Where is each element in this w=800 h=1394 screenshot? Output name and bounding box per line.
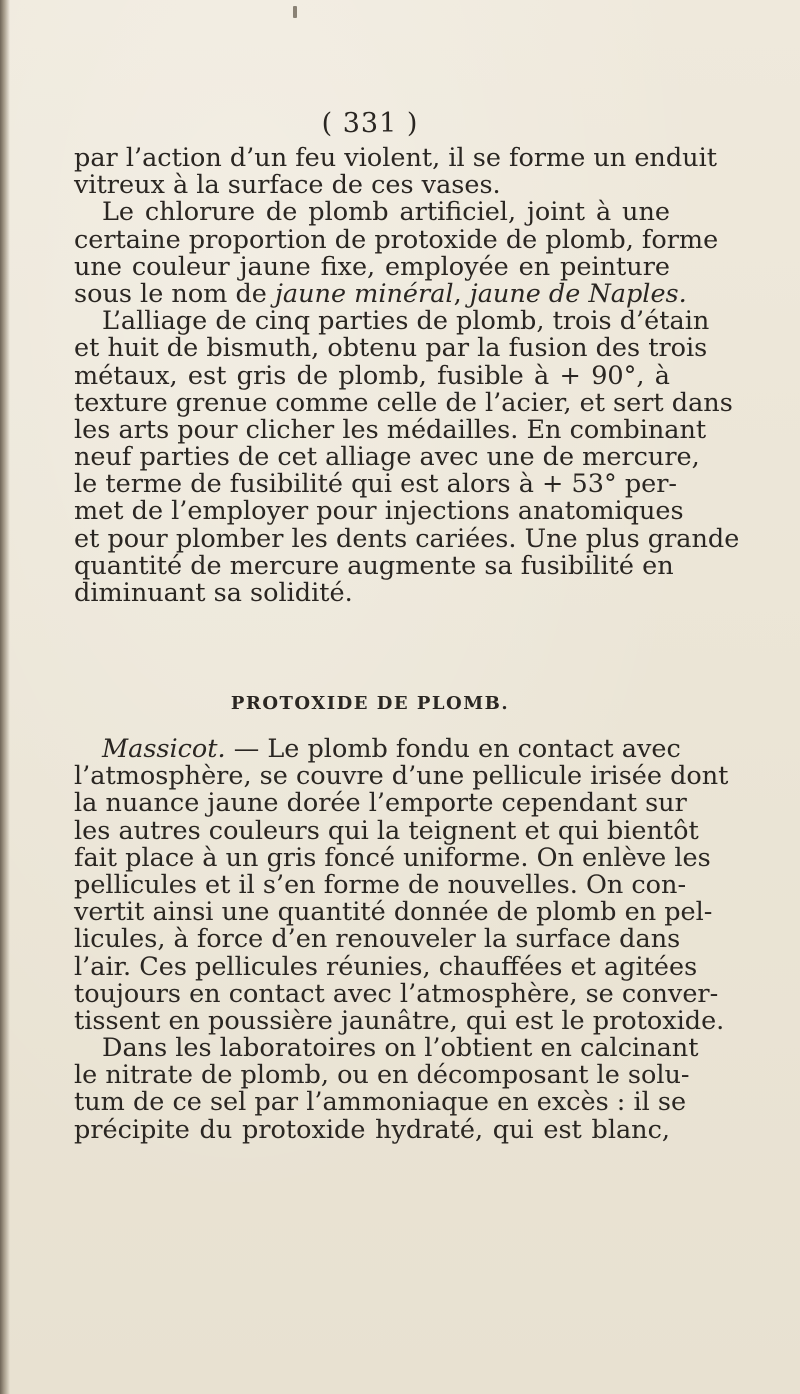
paragraph-3-line: le terme de fusibilité qui est alors à + 53° per- xyxy=(74,469,678,500)
paragraph-4-line: toujours en contact avec l’atmosphère, se conver- xyxy=(74,978,719,1009)
paragraph-4-line: pellicules et il s’en forme de nouvelles. On con- xyxy=(74,869,687,900)
paragraph-4-line: l’air. Ces pellicules réunies, chauffées et agitées xyxy=(74,951,698,982)
paragraph-4-text: — Le plomb fondu en contact avec xyxy=(225,734,681,764)
paragraph-3-line: métaux, est gris de plomb, fusible à + 90°, à xyxy=(74,360,670,391)
paragraph-2-text: sous le nom de xyxy=(74,278,275,309)
paragraph-3-line: neuf parties de cet alliage avec une de mercure, xyxy=(74,442,700,473)
paragraph-3-line: diminuant sa solidité. xyxy=(74,578,353,608)
italic-term-jaune-de-naples: jaune de Naples. xyxy=(469,278,687,309)
paragraph-5-line: Dans les laboratoires on l’obtient en calcinant xyxy=(102,1033,699,1064)
paragraph-3-line: et huit de bismuth, obtenu par la fusion des trois xyxy=(74,333,708,364)
paragraph-4-line: les autres couleurs qui la teignent et qui bientôt xyxy=(74,815,699,846)
text-block-lower xyxy=(74,734,729,1145)
paragraph-4-line: licules, à force d’en renouveler la surface dans xyxy=(74,924,681,955)
paragraph-5-line: le nitrate de plomb, ou en décomposant le solu- xyxy=(74,1060,690,1091)
paragraph-4-first-line xyxy=(74,734,681,764)
paragraph-1-line: par l’action d’un feu violent, il se forme un enduit xyxy=(74,143,718,173)
paragraph-1-line: vitreux à la surface de ces vases. xyxy=(74,170,501,201)
ink-mark xyxy=(293,6,297,18)
paragraph-2-line: une couleur jaune fixe, employée en peinture xyxy=(74,251,670,282)
page-number: ( 331 ) xyxy=(321,108,419,139)
paragraph-4-line: vertit ainsi une quantité donnée de plomb en pel- xyxy=(74,897,713,928)
paragraph-4-line: tissent en poussière jaunâtre, qui est le protoxide. xyxy=(74,1005,725,1036)
italic-term-massicot: Massicot. xyxy=(102,734,226,764)
paragraph-3-line: texture grenue comme celle de l’acier, et sert dans xyxy=(74,387,733,418)
paragraph-4-line: la nuance jaune dorée l’emporte cependant sur xyxy=(74,788,687,819)
paragraph-2-line: certaine proportion de protoxide de plomb, forme xyxy=(74,224,719,255)
separator: , xyxy=(453,278,470,309)
paragraph-5-line: tum de ce sel par l’ammoniaque en excès : il se xyxy=(74,1087,687,1118)
paragraph-2-line: Le chlorure de plomb artificiel, joint à une xyxy=(102,197,670,228)
paragraph-3-line: et pour plomber les dents cariées. Une plus grande xyxy=(74,523,740,554)
paragraph-3-line: quantité de mercure augmente sa fusibilité en xyxy=(74,550,674,581)
paragraph-5-line: précipite du protoxide hydraté, qui est blanc, xyxy=(74,1114,670,1145)
paragraph-2-last-line xyxy=(74,278,687,309)
italic-term-jaune-mineral: jaune minéral xyxy=(275,278,454,309)
section-heading: PROTOXIDE DE PLOMB. xyxy=(230,693,510,714)
paragraph-3-line: L’alliage de cinq parties de plomb, trois d’étain xyxy=(102,306,710,337)
paragraph-3-line: met de l’employer pour injections anatomiques xyxy=(74,496,684,527)
paragraph-3-line: les arts pour clicher les médailles. En combinant xyxy=(74,414,707,445)
paragraph-4-line: fait place à un gris foncé uniforme. On enlève les xyxy=(74,842,711,873)
paragraph-4-line: l’atmosphère, se couvre d’une pellicule irisée dont xyxy=(74,761,729,792)
text-block-upper xyxy=(74,143,740,608)
